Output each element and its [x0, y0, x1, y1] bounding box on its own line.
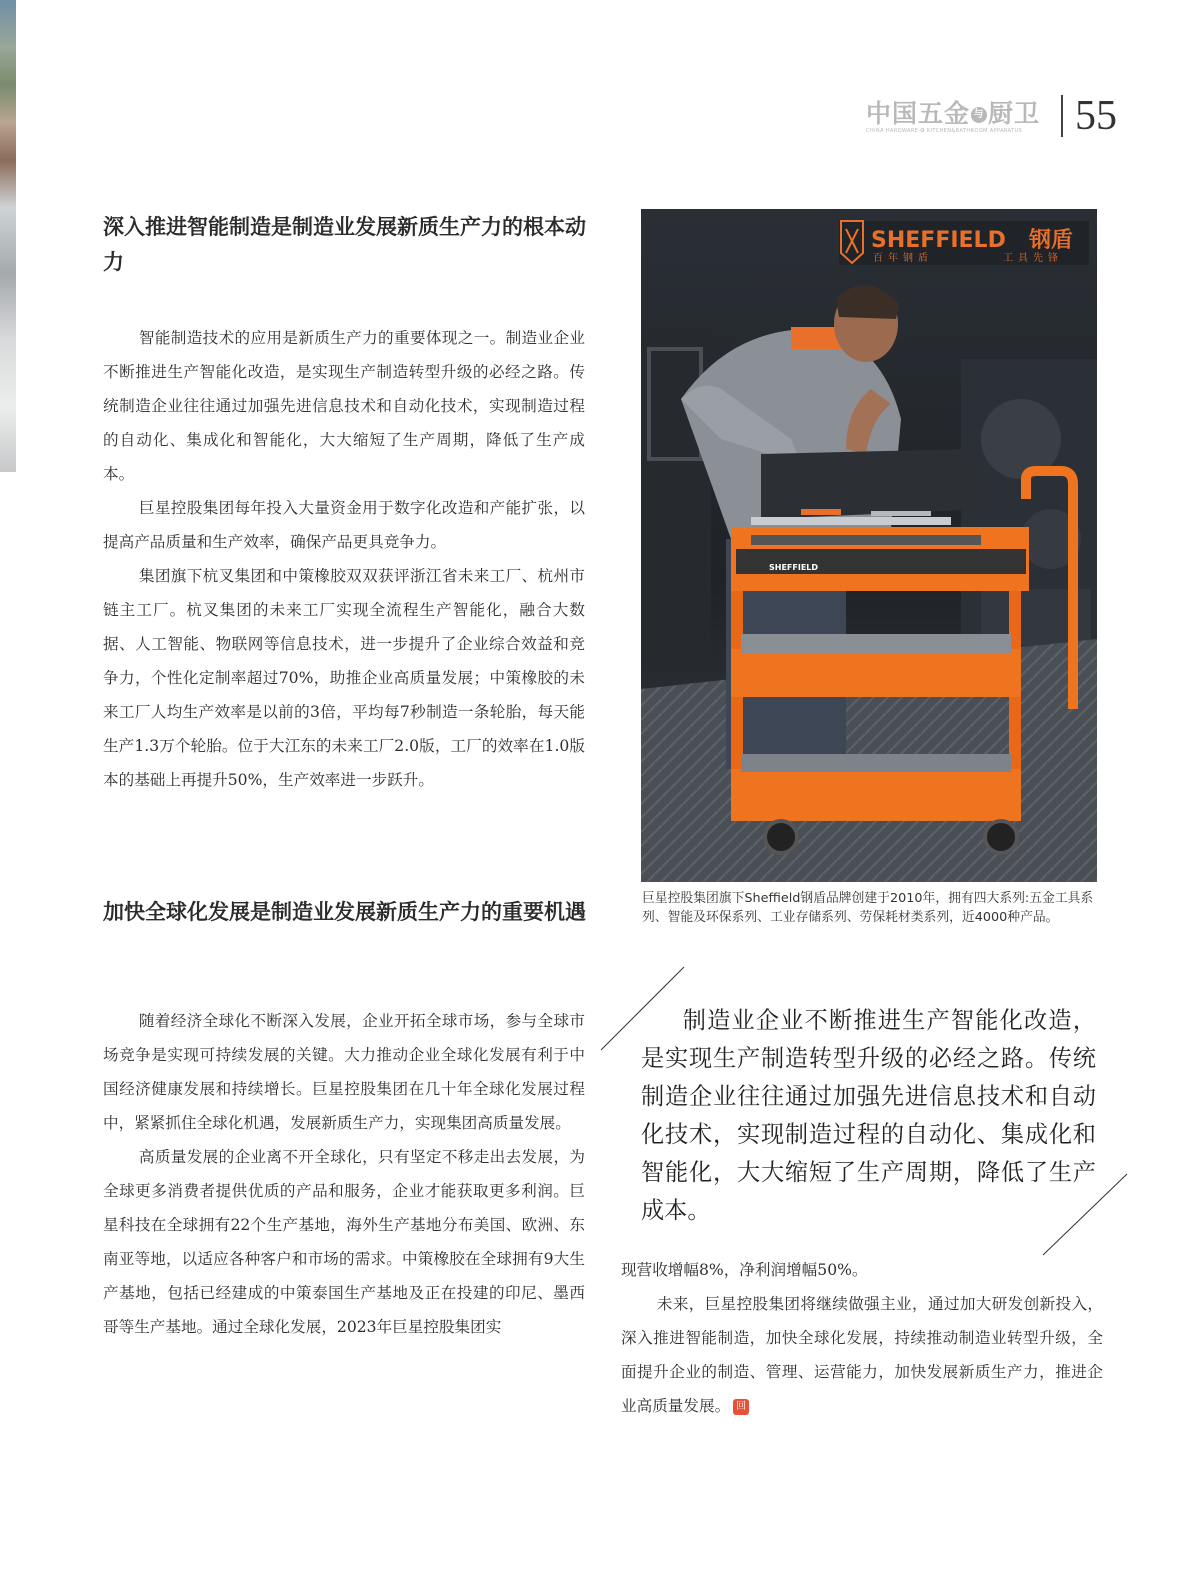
paragraph: 随着经济全球化不断深入发展，企业开拓全球市场，参与全球市场竞争是实现可持续发展的关键。大力推动企业全球化发展有利于中国经济健康发展和持续增长。巨星控股集团在几十年全球化发展过程中，紧紧抓住全球化机遇，发展新质生产力，实现集团高质量发展。: [103, 1012, 585, 1132]
product-photo: [641, 209, 1097, 882]
quote-slash-bottom: [1040, 1172, 1130, 1258]
section-body-1: [103, 321, 585, 797]
header-divider: [1061, 95, 1063, 137]
paragraph: 智能制造技术的应用是新质生产力的重要体现之一。制造业企业不断推进生产智能化改造，是实现生产制造转型升级的必经之路。传统制造企业往往通过加强先进信息技术和自动化技术，实现制造过程的自动化、集成化和智能化，大大缩短了生产周期，降低了生产成本。: [103, 329, 585, 483]
photo-caption: 巨星控股集团旗下Sheffield钢盾品牌创建于2010年，拥有四大系列:五金工具系列、智能及环保系列、工业存储系列、劳保耗材类系列，近4000种产品。: [642, 891, 1094, 925]
logo-subtitle: CHINA HARDWARE ✪ KITCHEN&BATHROOM APPARATUS: [866, 128, 1023, 134]
paragraph: 集团旗下杭叉集团和中策橡胶双双获评浙江省未来工厂、杭州市链主工厂。杭叉集团的未来工厂实现全流程生产智能化，融合大数据、人工智能、物联网等信息技术，进一步提升了企业综合效益和竞争力，个性化定制率超过70%，助推企业高质量发展；中策橡胶的未来工厂人均生产效率是以前的3倍，平均每7秒制造一条轮胎，每天能生产1.3万个轮胎。位于大江东的未来工厂2.0版，工厂的效率在1.0版本的基础上再提升50%，生产效率进一步跃升。: [103, 567, 585, 789]
section-heading-1: 深入推进智能制造是制造业发展新质生产力的根本动力: [103, 215, 586, 274]
section-body-2: [103, 1004, 585, 1344]
cart-label: SHEFFIELD: [769, 563, 819, 572]
right-column-text: [621, 1253, 1103, 1423]
logo-title: 中国五金 与 厨卫: [866, 99, 1041, 128]
paragraph: 高质量发展的企业离不开全球化，只有坚定不移走出去发展，为全球更多消费者提供优质的产品和服务，企业才能获取更多利润。巨星科技在全球拥有22个生产基地，海外生产基地分布美国、欧洲、东南亚等地，以适应各种客户和市场的需求。中策橡胶在全球拥有9大生产基地，包括已经建成的中策泰国生产基地及正在投建的印尼、墨西哥等生产基地。通过全球化发展，2023年巨星控股集团实: [103, 1148, 585, 1336]
page-number: 55: [1075, 93, 1117, 139]
brand-slogan-right: 工具先锋: [1003, 253, 1063, 264]
brand-name-cn: 钢盾: [1029, 228, 1074, 253]
paragraph: 巨星控股集团每年投入大量资金用于数字化改造和产能扩张，以提高产品质量和生产效率，确保产品更具竞争力。: [103, 499, 585, 551]
adjacent-page-photo-edge: [0, 0, 16, 472]
closing-paragraph: 未来，巨星控股集团将继续做强主业，通过加大研发创新投入，深入推进智能制造，加快全球化发展，持续推动制造业转型升级，全面提升企业的制造、管理、运营能力，加快发展新质生产力，推进企业高质量发展。 回: [621, 1295, 1103, 1415]
magazine-logo: [866, 100, 1046, 136]
logo-badge: 与: [971, 107, 987, 123]
brand-slogan-left: 百年钢盾: [873, 253, 933, 264]
end-mark-icon: 回: [733, 1399, 749, 1415]
pull-quote: 制造业企业不断推进生产智能化改造，是实现生产制造转型升级的必经之路。传统制造企业往往通过加强先进信息技术和自动化技术，实现制造过程的自动化、集成化和智能化，大大缩短了生产周期，降低了生产成本。: [641, 1007, 1096, 1224]
continuation-paragraph: 现营收增幅8%，净利润增幅50%。: [621, 1261, 868, 1279]
brand-name: SHEFFIELD: [871, 228, 1006, 253]
section-heading-2: 加快全球化发展是制造业发展新质生产力的重要机遇: [103, 900, 586, 924]
